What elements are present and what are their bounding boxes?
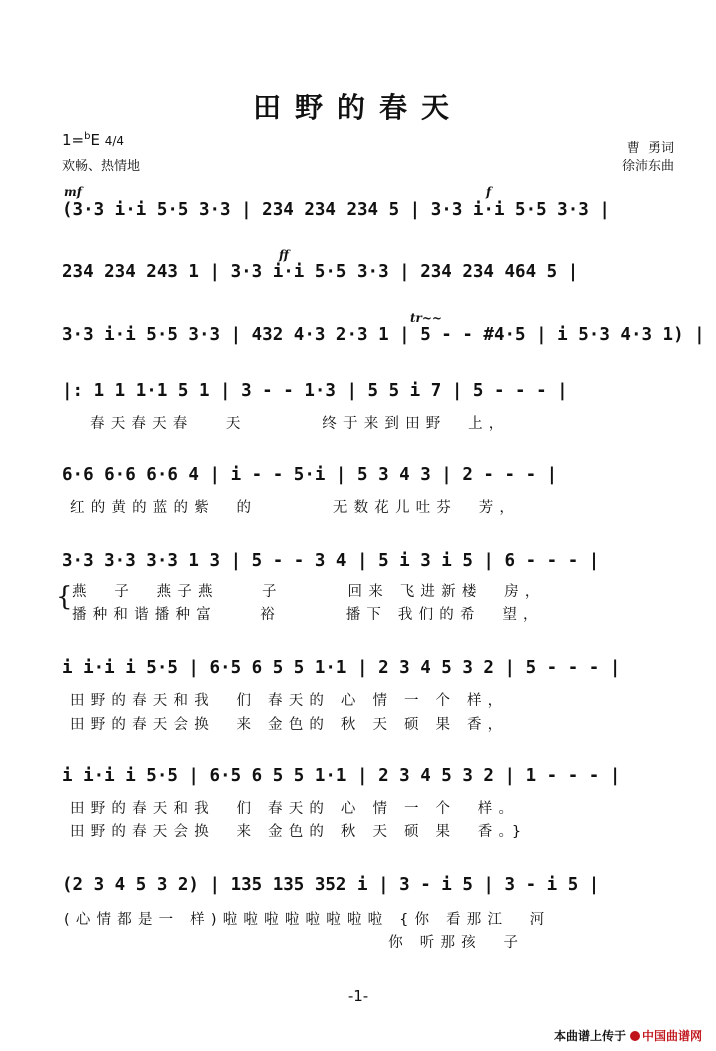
notation-line: (3·3 i·i 5·5 3·3 | 234 234 234 5 | 3·3 i·i 5·5 3·3 |: [62, 200, 610, 220]
lyric-line: 田野的春天和我 们 春天的 心 情 一 个 样，: [70, 693, 509, 709]
lyric-line: 燕 子 燕子燕 子 回来 飞进新楼 房，: [72, 584, 546, 600]
dynamic-mark: mf: [64, 185, 82, 199]
lyric-line: 田野的春天和我 们 春天的 心 情 一 个 样。: [70, 801, 520, 817]
time-signature: 4/4: [104, 134, 125, 148]
tempo-marking: 欢畅、热情地: [62, 159, 141, 174]
notation-line: 3·3 3·3 3·3 1 3 | 5 - - 3 4 | 5 i 3 i 5 | 6 - - - |: [62, 551, 600, 571]
site-logo-icon: [630, 1031, 640, 1041]
key-signature: [62, 131, 124, 149]
trill-mark: tr~~: [410, 311, 442, 325]
lyric-line: 播种和谐播种富 裕 播下 我们的希 望，: [72, 607, 544, 623]
notation-line: |: 1 1 1·1 5 1 | 3 - - 1·3 | 5 5 i 7 | 5 - - - |: [62, 381, 568, 401]
lyricist-credit: 曹 勇词: [626, 141, 674, 156]
score-title: 田野的春天: [252, 91, 463, 124]
notation-line: 3·3 i·i 5·5 3·3 | 432 4·3 2·3 1 | 5 - - #4·5 | i 5·3 4·3 1) |: [62, 325, 705, 345]
notation-line: i i·i i 5·5 | 6·5 6 5 5 1·1 | 2 3 4 5 3 2 | 5 - - - |: [62, 658, 621, 678]
key-prefix: 1=: [62, 131, 85, 149]
lyric-line: 田野的春天会换 来 金色的 秋 天 硕 果 香。}: [70, 824, 528, 840]
notation-line: (2 3 4 5 3 2) | 135 135 352 i | 3 - i 5 | 3 - i 5 |: [62, 875, 600, 895]
lyric-line: 红的黄的蓝的紫 的 无数花儿吐芬 芳，: [70, 500, 521, 516]
footer-brand[interactable]: 中国曲谱网: [641, 1029, 702, 1043]
dynamic-mark: f: [486, 185, 492, 199]
lyric-line: 春天春天春 天 终于来到田野 上，: [90, 416, 510, 432]
key-note: E: [90, 131, 100, 149]
notation-line: i i·i i 5·5 | 6·5 6 5 5 1·1 | 2 3 4 5 3 2 | 1 - - - |: [62, 766, 621, 786]
notation-line: 234 234 243 1 | 3·3 i·i 5·5 3·3 | 234 234 464 5 |: [62, 262, 579, 282]
composer-credit: 徐沛东曲: [621, 159, 674, 174]
notation-line: 6·6 6·6 6·6 4 | i - - 5·i | 5 3 4 3 | 2 - - - |: [62, 465, 558, 485]
page-number: -1-: [347, 987, 369, 1005]
lyric-brace: {: [56, 582, 73, 612]
lyric-line: (心情都是一 样)啦啦啦啦啦啦啦啦 {你 看那江 河: [64, 912, 551, 928]
dynamic-mark: ff: [279, 248, 289, 262]
footer-credit: [554, 1027, 702, 1044]
flat-sign: b: [84, 131, 91, 142]
footer-text: 本曲谱上传于: [553, 1029, 626, 1043]
lyric-line: 田野的春天会换 来 金色的 秋 天 硕 果 香，: [70, 717, 509, 733]
lyric-line: 你 听那孩 子: [64, 935, 525, 951]
